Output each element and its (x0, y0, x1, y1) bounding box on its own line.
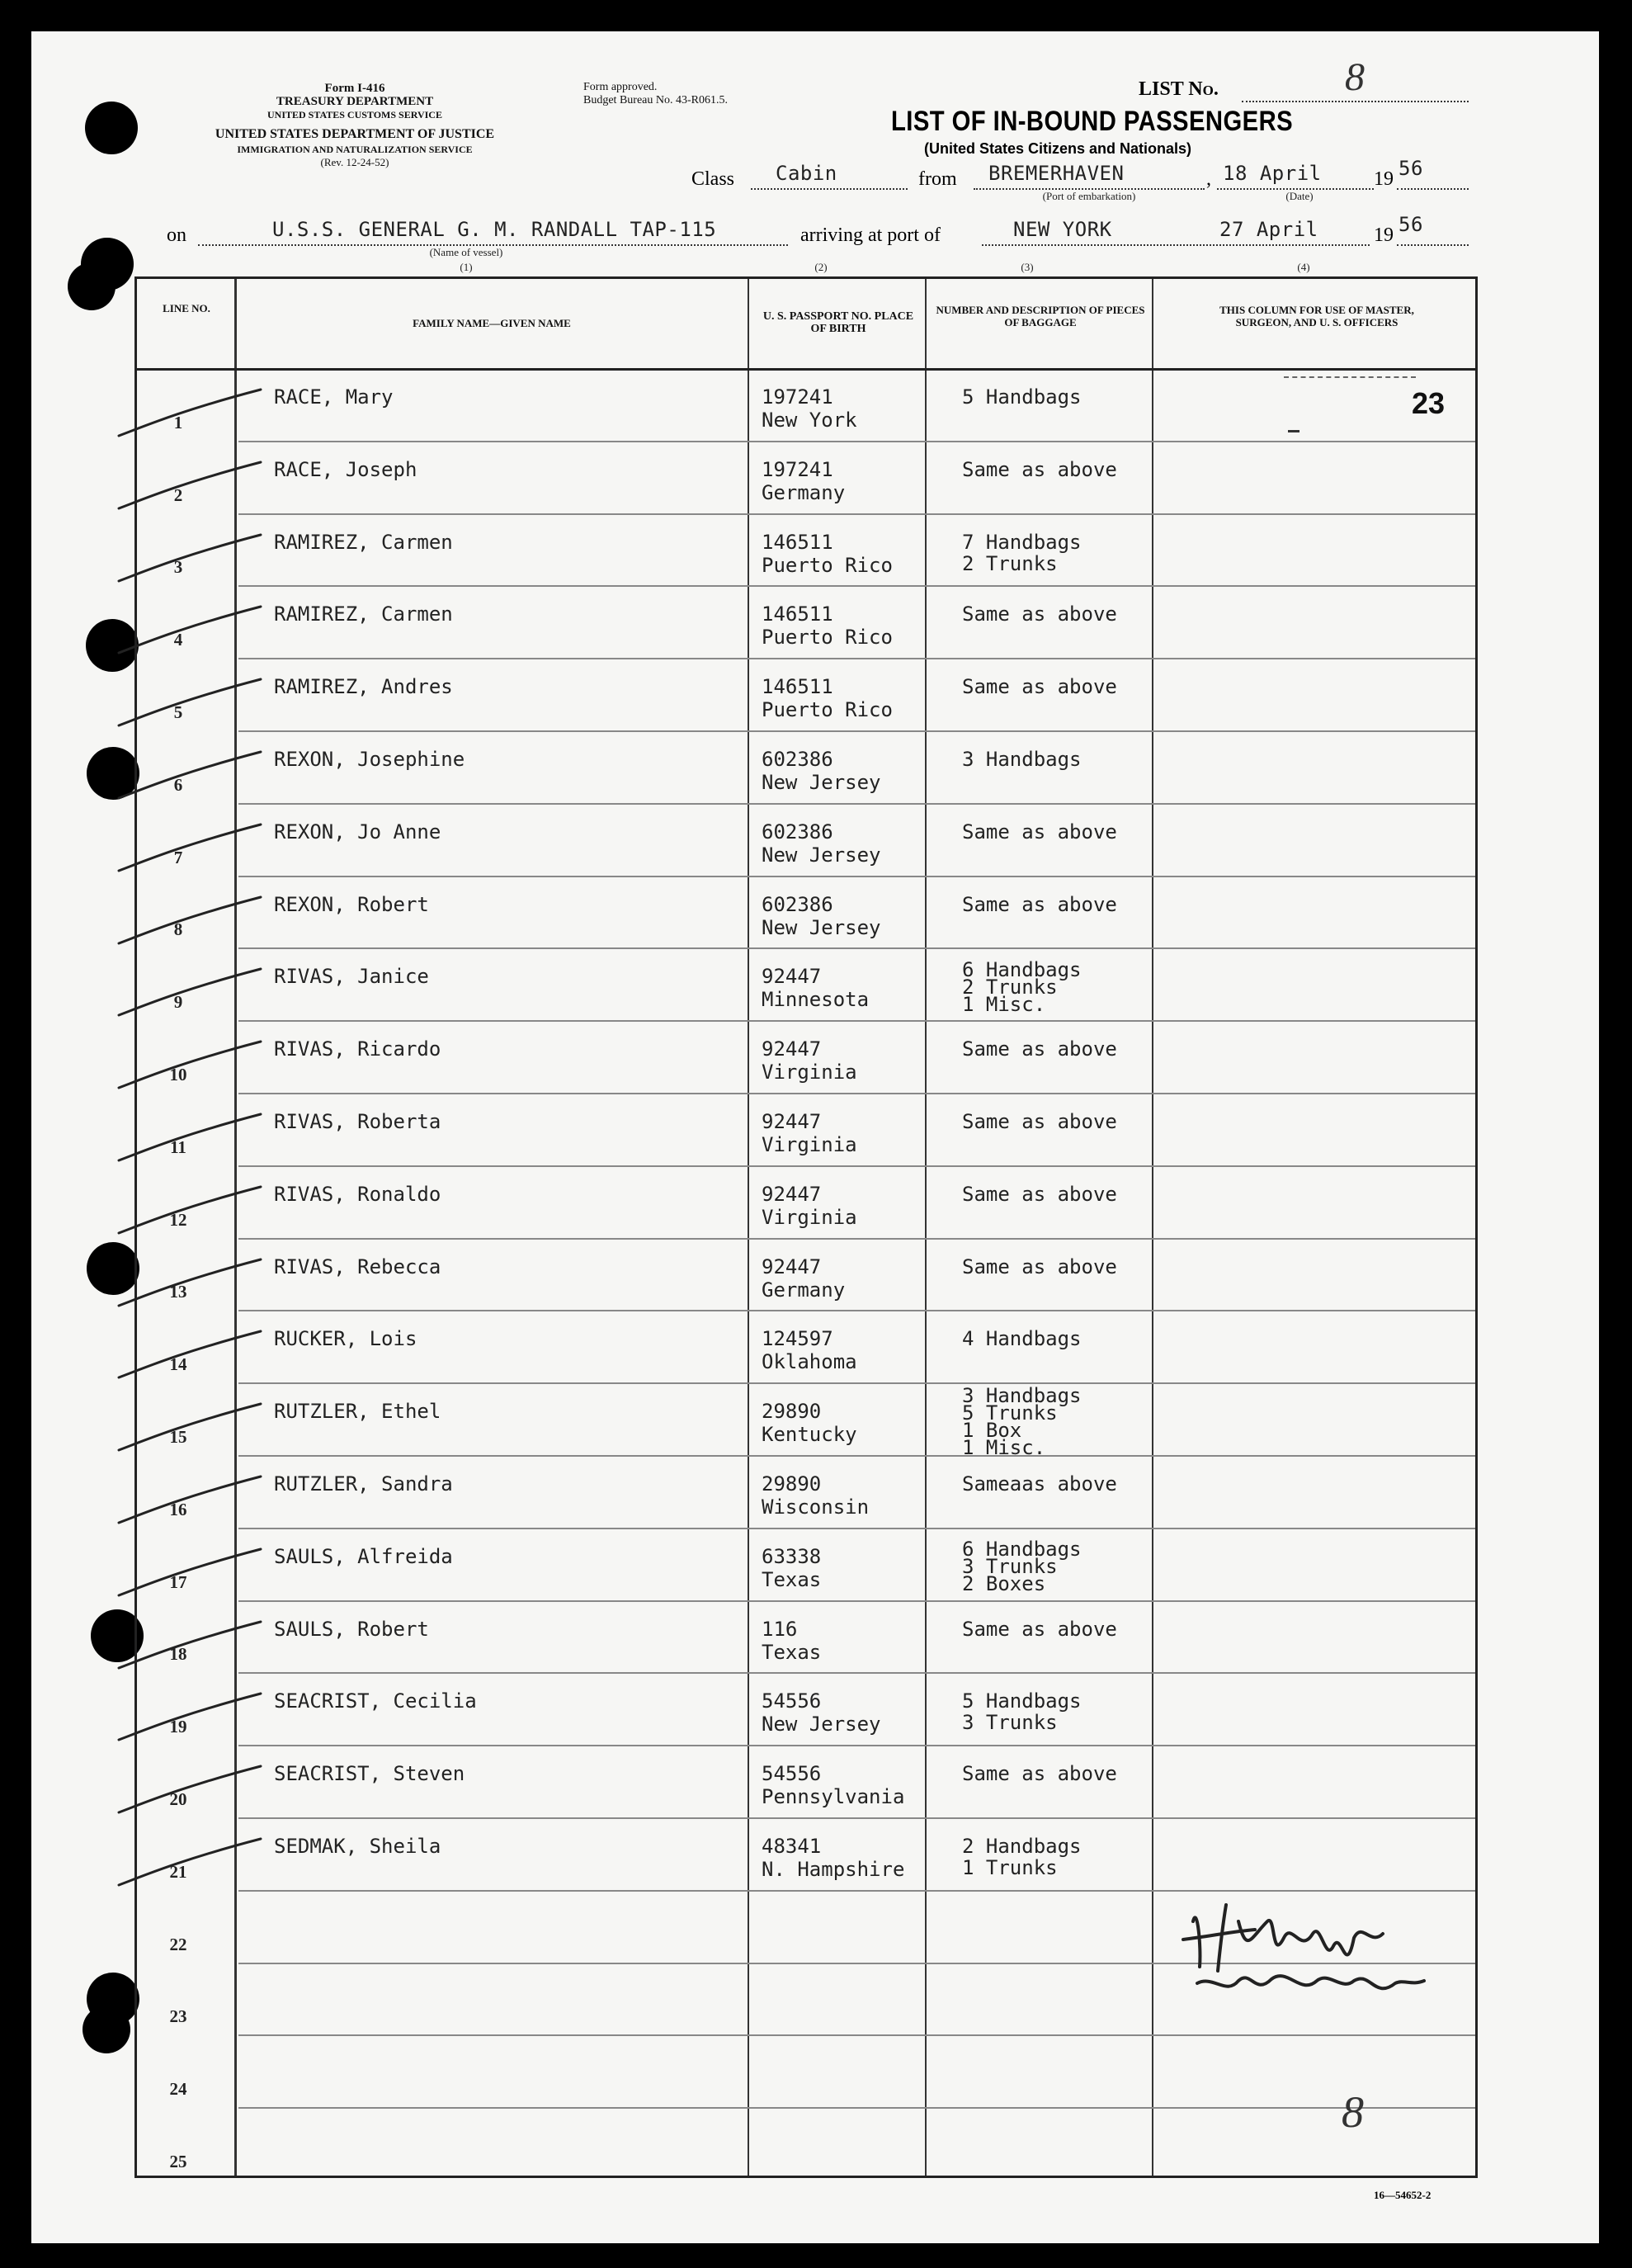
cap-3: (3) (1021, 261, 1034, 273)
baggage-item: 2 Trunks (962, 551, 1058, 575)
line-number: 3 (173, 557, 183, 578)
vessel-caption: (Name of vessel) (429, 246, 503, 258)
line-number: 2 (173, 484, 183, 505)
passenger-name: RAMIREZ, Andres (274, 675, 453, 699)
passenger-name: RUTZLER, Sandra (274, 1472, 453, 1495)
row-divider (238, 947, 1475, 949)
passport-number: 92447 (762, 1182, 822, 1206)
line-number: 1 (173, 412, 183, 432)
page-title: LIST OF IN-BOUND PASSENGERS (891, 106, 1294, 137)
cap-2: (2) (814, 261, 828, 273)
row-divider (238, 1455, 1475, 1457)
arr-year-line (1397, 244, 1469, 246)
passport-number: 197241 (762, 385, 833, 409)
check-mark (104, 1473, 269, 1531)
place-of-birth: Puerto Rico (762, 553, 893, 577)
baggage-item: Same as above (962, 892, 1117, 916)
place-of-birth: New Jersey (762, 915, 881, 939)
baggage-item: Same as above (962, 1182, 1117, 1206)
col-head-name: FAMILY NAME—GIVEN NAME (413, 317, 571, 329)
passenger-name: SAULS, Alfreida (274, 1544, 453, 1568)
passport-number: 146511 (762, 530, 833, 554)
page-subtitle: (United States Citizens and Nationals) (924, 140, 1192, 157)
check-mark (104, 1038, 269, 1096)
check-mark (104, 966, 269, 1023)
baggage-item: 3 Trunks (962, 1555, 1058, 1579)
passport-number: 197241 (762, 457, 833, 481)
place-of-birth: New Jersey (762, 843, 881, 867)
cap-4: (4) (1297, 261, 1310, 273)
baggage-item: 5 Handbags (962, 1689, 1082, 1713)
list-no-label: LIST No. (1139, 78, 1219, 100)
passenger-name: RAMIREZ, Carmen (274, 602, 453, 626)
baggage-item: 3 Handbags (962, 748, 1082, 771)
place-of-birth: Virginia (762, 1205, 857, 1229)
class-line (751, 188, 908, 190)
place-of-birth: Virginia (762, 1061, 857, 1084)
row-divider (238, 1310, 1475, 1311)
check-mark (104, 459, 269, 517)
place-of-birth: Virginia (762, 1133, 857, 1156)
passport-number: 29890 (762, 1400, 822, 1424)
baggage-item: 1 Box (962, 1419, 1022, 1443)
place-of-birth: Texas (762, 1567, 822, 1591)
baggage-item: 6 Handbags (962, 957, 1082, 981)
count-dash (1288, 430, 1299, 432)
arr-date: 27 April (1219, 218, 1318, 241)
row-divider (238, 2034, 1475, 2036)
check-mark (104, 1836, 269, 1893)
baggage-item: Same as above (962, 1254, 1117, 1278)
line-number: 15 (169, 1427, 187, 1447)
from-value: BREMERHAVEN (988, 162, 1125, 185)
class-value: Cabin (776, 162, 837, 185)
line-number: 5 (173, 702, 183, 722)
row-divider (238, 1600, 1475, 1602)
baggage-item: 5 Handbags (962, 385, 1082, 409)
check-mark (104, 894, 269, 952)
justice-dept: UNITED STATES DEPARTMENT OF JUSTICE (215, 127, 495, 141)
line-number: 17 (169, 1571, 187, 1592)
arr-year-prefix: 19 (1374, 224, 1394, 246)
passenger-name: RIVAS, Janice (274, 965, 429, 989)
passenger-name: RACE, Mary (274, 385, 394, 409)
treasury-dept: TREASURY DEPARTMENT (276, 95, 434, 108)
passenger-name: RIVAS, Ricardo (274, 1037, 441, 1061)
passenger-name: RUTZLER, Ethel (274, 1400, 441, 1424)
arrival-port: NEW YORK (1013, 218, 1112, 241)
row-divider (238, 1382, 1475, 1384)
baggage-item: 2 Boxes (962, 1572, 1046, 1596)
passenger-name: SEDMAK, Sheila (274, 1835, 441, 1858)
place-of-birth: Germany (762, 480, 846, 504)
from-caption: (Port of embarkation) (1042, 190, 1136, 202)
check-mark (104, 1256, 269, 1314)
check-mark (104, 1328, 269, 1386)
place-of-birth: Puerto Rico (762, 626, 893, 650)
line-number: 11 (170, 1136, 186, 1157)
row-divider (238, 2107, 1475, 2109)
check-mark (104, 749, 269, 806)
cap-1: (1) (460, 261, 473, 273)
passport-number: 116 (762, 1617, 798, 1641)
line-number: 14 (169, 1354, 187, 1375)
row-divider (238, 1238, 1475, 1240)
row-divider (238, 585, 1475, 587)
row-divider (238, 441, 1475, 442)
footer-code: 16—54652-2 (1374, 2189, 1432, 2201)
passenger-name: REXON, Robert (274, 892, 429, 916)
row-divider (238, 513, 1475, 515)
check-mark (104, 821, 269, 879)
line-number: 7 (173, 847, 183, 867)
passenger-name: REXON, Jo Anne (274, 820, 441, 843)
line-number: 10 (169, 1065, 187, 1084)
page-mark: 8 (1342, 2087, 1364, 2137)
baggage-item: 6 Handbags (962, 1538, 1082, 1562)
check-mark (104, 603, 269, 661)
check-mark (104, 1618, 269, 1676)
baggage-item: 3 Handbags (962, 1384, 1082, 1408)
check-mark (104, 532, 269, 589)
dep-year-line (1397, 188, 1469, 190)
passenger-name: RIVAS, Ronaldo (274, 1182, 441, 1206)
line-number: 9 (173, 992, 183, 1013)
baggage-item: Same as above (962, 1617, 1117, 1641)
baggage-item: 2 Trunks (962, 975, 1058, 999)
line-number: 23 (169, 2006, 187, 2027)
row-divider (238, 803, 1475, 805)
punch-hole (85, 102, 138, 154)
row-divider (238, 1672, 1475, 1674)
baggage-item: Same as above (962, 820, 1117, 843)
vessel-name: U.S.S. GENERAL G. M. RANDALL TAP-115 (272, 218, 717, 241)
dep-year-suffix: 56 (1399, 157, 1423, 180)
row-divider (238, 1745, 1475, 1746)
revision: (Rev. 12-24-52) (320, 156, 389, 168)
budget-bureau: Budget Bureau No. 43-R061.5. (583, 94, 728, 106)
passport-number: 146511 (762, 675, 833, 699)
row-divider (238, 1528, 1475, 1529)
check-mark (104, 386, 269, 444)
col-head-officers: THIS COLUMN FOR USE OF MASTER, SURGEON, AND U. S. OFFICERS (1219, 304, 1414, 328)
baggage-item: 3 Trunks (962, 1711, 1058, 1735)
passport-number: 54556 (762, 1689, 822, 1713)
baggage-item: 7 Handbags (962, 530, 1082, 554)
ins-service: IMMIGRATION AND NATURALIZATION SERVICE (237, 144, 473, 155)
passport-number: 92447 (762, 1254, 822, 1278)
baggage-item: 1 Misc. (962, 992, 1046, 1016)
baggage-item: 1 Trunks (962, 1856, 1058, 1879)
place-of-birth: New York (762, 409, 857, 432)
col-head-passport: U. S. PASSPORT NO. PLACE OF BIRTH (762, 310, 914, 335)
row-divider (238, 1093, 1475, 1094)
passport-number: 92447 (762, 1110, 822, 1133)
form-number: Form I-416 (324, 82, 385, 95)
col-head-baggage: NUMBER AND DESCRIPTION OF PIECES OF BAGGAGE (936, 304, 1145, 328)
line-number: 13 (169, 1282, 187, 1302)
baggage-item: 2 Handbags (962, 1835, 1082, 1858)
baggage-item: Same as above (962, 1110, 1117, 1133)
form-approved: Form approved. (583, 81, 658, 93)
passport-number: 146511 (762, 602, 833, 626)
arriving-label: arriving at port of (800, 224, 941, 246)
passport-number: 54556 (762, 1762, 822, 1786)
baggage-item: Same as above (962, 1762, 1117, 1786)
baggage-item: Same as above (962, 675, 1117, 699)
line-number: 24 (169, 2079, 187, 2100)
header-divider (137, 368, 1475, 371)
count-mark: 23 (1412, 386, 1446, 420)
place-of-birth: Puerto Rico (762, 698, 893, 722)
passport-number: 92447 (762, 965, 822, 989)
passenger-name: RACE, Joseph (274, 457, 417, 481)
row-divider (238, 1020, 1475, 1022)
line-number: 25 (169, 2152, 187, 2171)
place-of-birth: Wisconsin (762, 1495, 870, 1519)
row-divider (238, 658, 1475, 659)
line-number: 4 (173, 630, 183, 650)
baggage-item: Same as above (962, 1037, 1117, 1061)
place-of-birth: New Jersey (762, 1713, 881, 1736)
passenger-name: RAMIREZ, Carmen (274, 530, 453, 554)
line-number: 6 (173, 774, 183, 795)
place-of-birth: Texas (762, 1640, 822, 1664)
count-dashes (1284, 376, 1416, 378)
place-of-birth: Oklahoma (762, 1350, 857, 1374)
dep-year-prefix: 19 (1374, 168, 1394, 190)
check-mark (104, 1690, 269, 1748)
class-label: Class (691, 168, 735, 190)
passenger-table (134, 276, 1478, 2178)
passenger-name: RIVAS, Roberta (274, 1110, 441, 1133)
line-number: 8 (173, 919, 183, 940)
comma: , (1206, 168, 1211, 190)
punch-hole (83, 2006, 130, 2053)
on-label: on (167, 224, 186, 246)
baggage-item: 5 Trunks (962, 1401, 1058, 1425)
col-head-line: LINE NO. (163, 302, 210, 314)
list-no-line (1242, 101, 1469, 102)
place-of-birth: N. Hampshire (762, 1858, 905, 1881)
passport-number: 29890 (762, 1472, 822, 1495)
dep-date-caption: (Date) (1285, 190, 1314, 202)
check-mark (104, 1763, 269, 1821)
list-no-value: 8 (1345, 55, 1365, 99)
line-number: 21 (169, 1861, 187, 1882)
baggage-item: Same as above (962, 602, 1117, 626)
arr-year-suffix: 56 (1399, 213, 1423, 236)
row-divider (238, 876, 1475, 877)
passport-number: 602386 (762, 748, 833, 771)
dep-date: 18 April (1223, 162, 1322, 185)
passenger-name: SEACRIST, Cecilia (274, 1689, 477, 1713)
check-mark (104, 1184, 269, 1241)
passenger-name: RIVAS, Rebecca (274, 1254, 441, 1278)
line-number: 19 (169, 1717, 187, 1737)
passenger-name: REXON, Josephine (274, 748, 465, 771)
baggage-item: 4 Handbags (962, 1327, 1082, 1351)
baggage-item: 1 Misc. (962, 1436, 1046, 1460)
arrival-line (982, 244, 1370, 246)
row-divider (238, 730, 1475, 732)
passenger-name: SEACRIST, Steven (274, 1762, 465, 1786)
baggage-item: Same as above (962, 457, 1117, 481)
passenger-name: SAULS, Robert (274, 1617, 429, 1641)
check-mark (104, 1401, 269, 1458)
place-of-birth: Kentucky (762, 1423, 857, 1447)
line-number: 18 (169, 1644, 187, 1665)
place-of-birth: Germany (762, 1278, 846, 1302)
line-number: 16 (169, 1499, 187, 1519)
passport-number: 602386 (762, 820, 833, 843)
row-divider (238, 1165, 1475, 1167)
baggage-item: Sameaas above (962, 1472, 1117, 1495)
place-of-birth: Pennsylvania (762, 1785, 905, 1809)
passport-number: 48341 (762, 1835, 822, 1858)
passport-number: 92447 (762, 1037, 822, 1061)
place-of-birth: Minnesota (762, 988, 870, 1012)
passport-number: 63338 (762, 1544, 822, 1568)
officer-signature (1177, 1888, 1474, 2012)
row-divider (238, 1817, 1475, 1819)
from-label: from (918, 168, 957, 190)
customs-service: UNITED STATES CUSTOMS SERVICE (267, 109, 442, 120)
check-mark (104, 1111, 269, 1169)
passenger-name: RUCKER, Lois (274, 1327, 417, 1351)
check-mark (104, 1546, 269, 1604)
punch-hole (68, 262, 116, 310)
place-of-birth: New Jersey (762, 771, 881, 794)
check-mark (104, 676, 269, 734)
line-number: 12 (169, 1209, 187, 1230)
passport-number: 602386 (762, 892, 833, 916)
line-number: 22 (169, 1934, 187, 1954)
passport-number: 124597 (762, 1327, 833, 1351)
line-number: 20 (169, 1789, 187, 1809)
